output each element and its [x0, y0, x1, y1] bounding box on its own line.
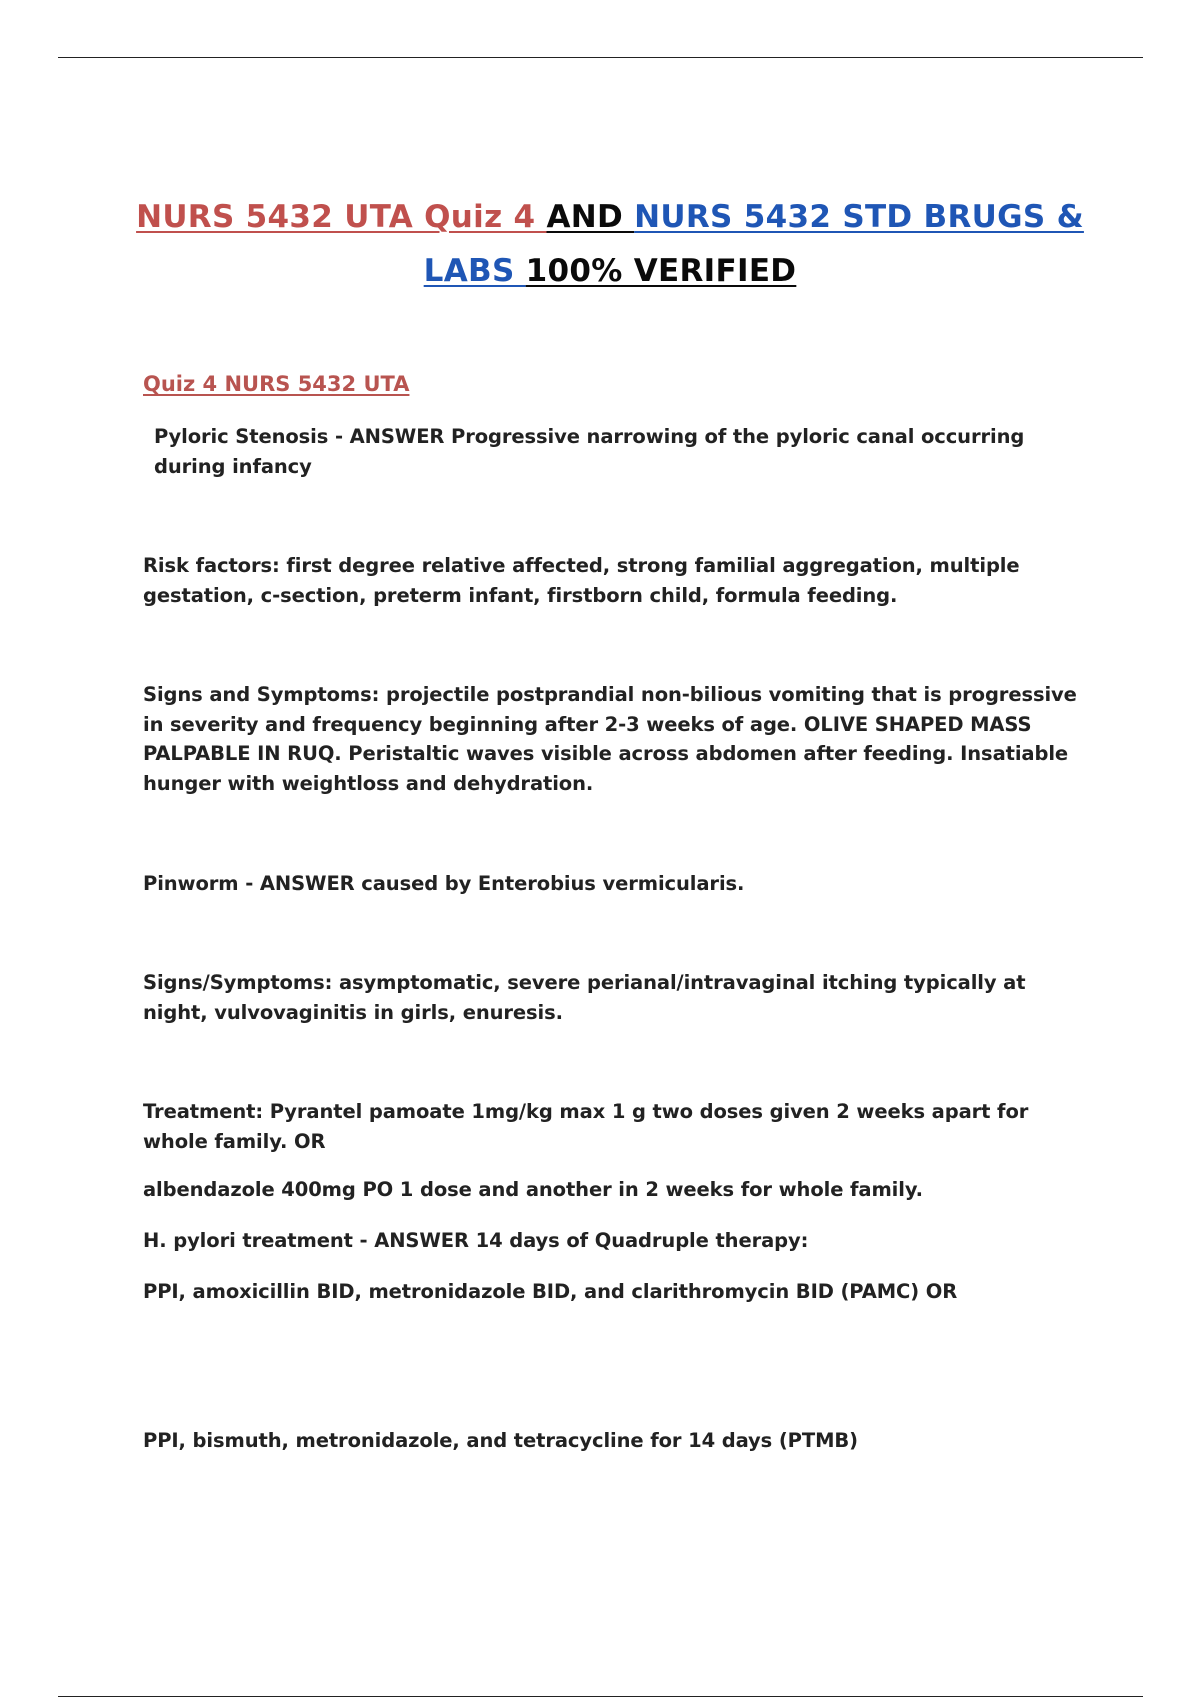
- paragraph-pamc: PPI, amoxicillin BID, metronidazole BID, and clarithromycin BID (PAMC) OR: [143, 1280, 958, 1303]
- paragraph-treatment: Treatment: Pyrantel pamoate 1mg/kg max 1 g two doses given 2 weeks apart for whole family. OR: [143, 1100, 1029, 1153]
- title-part-quiz: NURS 5432 UTA Quiz 4: [136, 199, 547, 235]
- title-part-verified: 100% VERIFIED: [525, 253, 797, 289]
- paragraph-albendazole: albendazole 400mg PO 1 dose and another in 2 weeks for whole family.: [143, 1178, 923, 1201]
- paragraph-h-pylori: H. pylori treatment - ANSWER 14 days of Quadruple therapy:: [143, 1229, 809, 1252]
- paragraph-signs-symptoms: Signs and Symptoms: projectile postprandial non-bilious vomiting that is progressive in severity and frequency beginning after 2-3 weeks of age. OLIVE SHAPED MASS PALPABLE IN RUQ. Peristaltic waves visible across abdomen after feeding. Insatiable hunger with weightloss and dehydration.: [143, 683, 1077, 795]
- title-part-std-drugs: NURS 5432 STD BRUGS & LABS: [423, 199, 1084, 289]
- header-rule: [58, 57, 1143, 58]
- title-part-and: AND: [546, 199, 635, 235]
- paragraph-ptmb: PPI, bismuth, metronidazole, and tetracycline for 14 days (PTMB): [143, 1429, 858, 1452]
- document-title: [130, 190, 1090, 298]
- paragraph-pinworm-symptoms: Signs/Symptoms: asymptomatic, severe perianal/intravaginal itching typically at night, vulvovaginitis in girls, enuresis.: [143, 971, 1026, 1024]
- paragraph-pyloric-stenosis: Pyloric Stenosis - ANSWER Progressive narrowing of the pyloric canal occurring during infancy: [154, 425, 1025, 478]
- footer-rule: [58, 1696, 1143, 1697]
- section-heading: Quiz 4 NURS 5432 UTA: [143, 372, 410, 396]
- paragraph-pinworm: Pinworm - ANSWER caused by Enterobius vermicularis.: [143, 872, 745, 895]
- paragraph-risk-factors: Risk factors: first degree relative affected, strong familial aggregation, multiple gestation, c-section, preterm infant, firstborn child, formula feeding.: [143, 554, 1020, 607]
